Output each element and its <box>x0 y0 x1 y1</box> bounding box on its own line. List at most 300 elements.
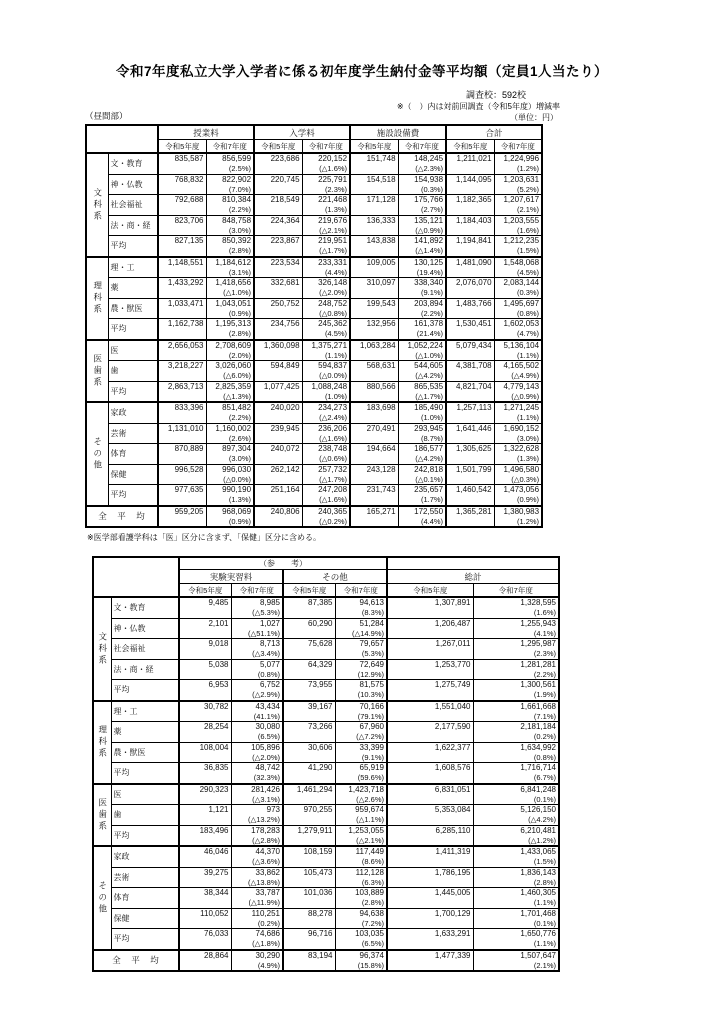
value-cell: 172,550 (4.4%) <box>398 506 446 528</box>
table-row <box>86 236 542 257</box>
table-row <box>93 597 559 618</box>
year-column-header: 令和7年度 <box>473 584 559 598</box>
value-cell: 109,005 <box>350 257 398 278</box>
subcategory-label: 文・教育 <box>111 597 179 618</box>
table-row <box>93 659 559 680</box>
value-cell: 544,605 (△4.2%) <box>398 361 446 382</box>
value-cell: 161,378 (21.4%) <box>398 319 446 340</box>
category-group-label: 理科系 <box>86 257 108 340</box>
value-cell: 810,384 (2.2%) <box>206 195 254 216</box>
value-cell: 4,821,704 <box>446 381 494 402</box>
value-cell: 243,128 <box>350 464 398 485</box>
value-cell: 101,036 <box>283 888 335 909</box>
table-corner-cell <box>86 125 158 153</box>
table-row <box>93 742 559 763</box>
value-cell: 8,713 (△3.4%) <box>231 639 283 660</box>
subcategory-label: 平均 <box>111 929 179 950</box>
table-row <box>93 825 559 846</box>
value-cell: 48,742 (32.3%) <box>231 763 283 784</box>
value-cell: 2,656,053 <box>158 340 206 361</box>
value-cell: 2,863,713 <box>158 381 206 402</box>
value-cell: 224,364 <box>254 215 302 236</box>
value-cell: 183,496 <box>179 825 231 846</box>
value-cell: 240,020 <box>254 402 302 423</box>
value-cell: 240,365 (△0.2%) <box>302 506 350 528</box>
value-cell: 1,328,595 (1.6%) <box>473 597 559 618</box>
value-cell: 105,896 (△2.0%) <box>231 742 283 763</box>
subcategory-label: 芸術 <box>111 867 179 888</box>
value-cell: 223,534 <box>254 257 302 278</box>
value-cell: 225,791 (2.3%) <box>302 174 350 195</box>
column-group-header-lab-fee: 実験実習料 <box>179 570 283 584</box>
value-cell: 1,052,224 (△1.0%) <box>398 340 446 361</box>
value-cell: 110,251 (0.2%) <box>231 908 283 929</box>
value-cell: 1,033,471 <box>158 298 206 319</box>
subcategory-label: 家政 <box>108 402 158 423</box>
category-group-label: 医歯系 <box>93 784 111 847</box>
value-cell: 28,254 <box>179 722 231 743</box>
year-column-header: 令和5年度 <box>446 140 494 154</box>
table-row <box>93 846 559 867</box>
value-cell: 2,076,070 <box>446 278 494 299</box>
value-cell: 194,664 <box>350 444 398 465</box>
table-row <box>93 908 559 929</box>
table-row <box>93 680 559 701</box>
value-cell: 1,182,365 <box>446 195 494 216</box>
value-cell: 43,434 (41.1%) <box>231 701 283 722</box>
year-column-header: 令和5年度 <box>387 584 473 598</box>
value-cell: 33,399 (9.1%) <box>335 742 387 763</box>
year-column-header: 令和7年度 <box>335 584 387 598</box>
value-cell: 238,748 (△0.6%) <box>302 444 350 465</box>
value-cell: 183,698 <box>350 402 398 423</box>
value-cell: 1,690,152 (3.0%) <box>494 423 542 444</box>
value-cell: 848,758 (3.0%) <box>206 215 254 236</box>
grand-average-label: 全 平 均 <box>86 506 158 528</box>
table-row <box>86 298 542 319</box>
value-cell: 108,159 <box>283 846 335 867</box>
value-cell: 1,701,468 (0.1%) <box>473 908 559 929</box>
column-group-header-total: 合計 <box>446 125 542 140</box>
subcategory-label: 薬 <box>108 278 158 299</box>
value-cell: 141,892 (△1.4%) <box>398 236 446 257</box>
value-cell: 2,181,184 (0.2%) <box>473 722 559 743</box>
subcategory-label: 医 <box>111 784 179 805</box>
value-cell: 33,787 (△11.9%) <box>231 888 283 909</box>
value-cell: 897,304 (3.0%) <box>206 444 254 465</box>
column-group-header-tuition: 授業料 <box>158 125 254 140</box>
value-cell: 171,128 <box>350 195 398 216</box>
value-cell: 823,706 <box>158 215 206 236</box>
value-cell: 1,275,749 <box>387 680 473 701</box>
value-cell: 1,433,292 <box>158 278 206 299</box>
header-meta <box>397 90 560 123</box>
value-cell: 1,043,051 (0.9%) <box>206 298 254 319</box>
value-cell: 1,257,113 <box>446 402 494 423</box>
value-cell: 990,190 (1.3%) <box>206 485 254 506</box>
value-cell: 1,460,542 <box>446 485 494 506</box>
table-row <box>93 639 559 660</box>
category-group-label: その他 <box>93 846 111 950</box>
table-row <box>93 763 559 784</box>
value-cell: 6,953 <box>179 680 231 701</box>
value-cell: 239,945 <box>254 423 302 444</box>
value-cell: 3,026,060 (△6.0%) <box>206 361 254 382</box>
value-cell: 117,449 (8.6%) <box>335 846 387 867</box>
value-cell: 870,889 <box>158 444 206 465</box>
daytime-section-label: （昼間部） <box>85 111 128 121</box>
value-cell: 247,208 (△1.6%) <box>302 485 350 506</box>
value-cell: 1,375,271 (1.1%) <box>302 340 350 361</box>
year-column-header: 令和7年度 <box>206 140 254 154</box>
value-cell: 235,657 (1.7%) <box>398 485 446 506</box>
value-cell: 36,835 <box>179 763 231 784</box>
subcategory-label: 法・商・経 <box>111 659 179 680</box>
subcategory-label: 理・工 <box>111 701 179 722</box>
value-cell: 1,212,235 (1.5%) <box>494 236 542 257</box>
value-cell: 103,035 (6.5%) <box>335 929 387 950</box>
subcategory-label: 平均 <box>108 236 158 257</box>
table-row <box>86 319 542 340</box>
value-cell: 1,160,002 (2.6%) <box>206 423 254 444</box>
value-cell: 250,752 <box>254 298 302 319</box>
value-cell: 33,862 (△13.8%) <box>231 867 283 888</box>
value-cell: 231,743 <box>350 485 398 506</box>
value-cell: 39,275 <box>179 867 231 888</box>
year-column-header: 令和5年度 <box>350 140 398 154</box>
document-title: 令和7年度私立大学入学者に係る初年度学生納付金等平均額（定員1人当たり） <box>115 64 608 79</box>
value-cell: 1,184,612 (3.1%) <box>206 257 254 278</box>
value-cell: 130,125 (19.4%) <box>398 257 446 278</box>
value-cell: 1,253,770 <box>387 659 473 680</box>
value-cell: 1,461,294 <box>283 784 335 805</box>
value-cell: 1,501,799 <box>446 464 494 485</box>
value-cell: 262,142 <box>254 464 302 485</box>
category-group-label: 文科系 <box>93 597 111 701</box>
value-cell: 5,038 <box>179 659 231 680</box>
subcategory-label: 平均 <box>108 319 158 340</box>
value-cell: 1,460,305 (1.1%) <box>473 888 559 909</box>
value-cell: 326,148 (△2.0%) <box>302 278 350 299</box>
value-cell: 44,370 (△3.6%) <box>231 846 283 867</box>
value-cell: 110,052 <box>179 908 231 929</box>
value-cell: 1,548,068 (4.5%) <box>494 257 542 278</box>
value-cell: 65,919 (59.6%) <box>335 763 387 784</box>
value-cell: 1,131,010 <box>158 423 206 444</box>
value-cell: 768,832 <box>158 174 206 195</box>
value-cell: 6,831,051 <box>387 784 473 805</box>
value-cell: 850,392 (2.8%) <box>206 236 254 257</box>
subcategory-label: 平均 <box>111 763 179 784</box>
value-cell: 6,285,110 <box>387 825 473 846</box>
table-row <box>93 805 559 826</box>
value-cell: 1,481,090 <box>446 257 494 278</box>
value-cell: 148,245 (△2.3%) <box>398 153 446 174</box>
year-column-header: 令和7年度 <box>302 140 350 154</box>
survey-school-count: 調査校：592校 <box>465 90 526 100</box>
category-group-label: 医歯系 <box>86 340 108 403</box>
value-cell: 959,205 <box>158 506 206 528</box>
value-cell: 186,577 (△4.2%) <box>398 444 446 465</box>
value-cell: 1,295,987 (2.3%) <box>473 639 559 660</box>
value-cell: 2,083,144 (0.3%) <box>494 278 542 299</box>
value-cell: 959,674 (△1.1%) <box>335 805 387 826</box>
reference-header: （参 考） <box>179 557 387 570</box>
value-cell: 1,162,738 <box>158 319 206 340</box>
value-cell: 79,657 (5.3%) <box>335 639 387 660</box>
value-cell: 1,836,143 (2.8%) <box>473 867 559 888</box>
value-cell: 64,329 <box>283 659 335 680</box>
value-cell: 1,622,377 <box>387 742 473 763</box>
value-cell: 6,841,248 (0.1%) <box>473 784 559 805</box>
value-cell: 281,426 (△3.1%) <box>231 784 283 805</box>
value-cell: 223,867 <box>254 236 302 257</box>
value-cell: 234,273 (△2.4%) <box>302 402 350 423</box>
value-cell: 2,708,609 (2.0%) <box>206 340 254 361</box>
value-cell: 1,305,625 <box>446 444 494 465</box>
value-cell: 1,077,425 <box>254 381 302 402</box>
column-group-header-grand-total: 総計 <box>387 570 559 584</box>
value-cell: 154,938 (0.3%) <box>398 174 446 195</box>
value-cell: 1,507,647 (2.1%) <box>473 950 559 972</box>
value-cell: 248,752 (△0.8%) <box>302 298 350 319</box>
value-cell: 827,135 <box>158 236 206 257</box>
value-cell: 136,333 <box>350 215 398 236</box>
subcategory-label: 体育 <box>111 888 179 909</box>
table-row <box>86 174 542 195</box>
value-cell: 290,323 <box>179 784 231 805</box>
value-cell: 1,148,551 <box>158 257 206 278</box>
value-cell: 105,473 <box>283 867 335 888</box>
subcategory-label: 歯 <box>108 361 158 382</box>
value-cell: 1,206,487 <box>387 618 473 639</box>
value-cell: 30,290 (4.9%) <box>231 950 283 972</box>
value-cell: 251,164 <box>254 485 302 506</box>
subcategory-label: 平均 <box>111 680 179 701</box>
value-cell: 1,184,403 <box>446 215 494 236</box>
subcategory-label: 芸術 <box>108 423 158 444</box>
value-cell: 240,806 <box>254 506 302 528</box>
value-cell: 6,210,481 (△1.2%) <box>473 825 559 846</box>
subcategory-label: 平均 <box>108 381 158 402</box>
table-row <box>86 257 542 278</box>
value-cell: 996,528 <box>158 464 206 485</box>
subcategory-label: 神・仏教 <box>111 618 179 639</box>
table-row <box>93 701 559 722</box>
value-cell: 1,786,195 <box>387 867 473 888</box>
rate-note: ※（ ）内は対前回調査（令和5年度）増減率 <box>396 102 560 111</box>
value-cell: 835,587 <box>158 153 206 174</box>
subcategory-label: 平均 <box>111 825 179 846</box>
grand-average-row <box>86 506 542 528</box>
table-footnote: ※医学部看護学科は「医」区分に含まず、「保健」区分に含める。 <box>87 533 322 542</box>
value-cell: 1,360,098 <box>254 340 302 361</box>
subcategory-label: 薬 <box>111 722 179 743</box>
table-row <box>93 722 559 743</box>
subcategory-label: 平均 <box>108 485 158 506</box>
value-cell: 594,837 (△0.0%) <box>302 361 350 382</box>
value-cell: 220,152 (△1.6%) <box>302 153 350 174</box>
first-year-payments-table <box>85 124 543 528</box>
value-cell: 977,635 <box>158 485 206 506</box>
value-cell: 1,551,040 <box>387 701 473 722</box>
subcategory-label: 文・教育 <box>108 153 158 174</box>
value-cell: 1,144,095 <box>446 174 494 195</box>
table-row <box>93 929 559 950</box>
value-cell: 4,779,143 (△0.9%) <box>494 381 542 402</box>
value-cell: 70,166 (79.1%) <box>335 701 387 722</box>
value-cell: 5,136,104 (1.1%) <box>494 340 542 361</box>
value-cell: 1,473,056 (0.9%) <box>494 485 542 506</box>
value-cell: 199,543 <box>350 298 398 319</box>
value-cell: 9,485 <box>179 597 231 618</box>
value-cell: 1,633,291 <box>387 929 473 950</box>
value-cell: 6,752 (△2.9%) <box>231 680 283 701</box>
value-cell: 970,255 <box>283 805 335 826</box>
value-cell: 75,628 <box>283 639 335 660</box>
value-cell: 185,490 (1.0%) <box>398 402 446 423</box>
value-cell: 1,650,776 (1.1%) <box>473 929 559 950</box>
value-cell: 154,518 <box>350 174 398 195</box>
value-cell: 96,716 <box>283 929 335 950</box>
value-cell: 1,483,766 <box>446 298 494 319</box>
column-group-header-entrance: 入学料 <box>254 125 350 140</box>
value-cell: 792,688 <box>158 195 206 216</box>
value-cell: 1,418,656 (△1.0%) <box>206 278 254 299</box>
value-cell: 1,307,891 <box>387 597 473 618</box>
value-cell: 73,266 <box>283 722 335 743</box>
table-row <box>93 784 559 805</box>
value-cell: 1,194,841 <box>446 236 494 257</box>
value-cell: 178,283 (△2.8%) <box>231 825 283 846</box>
value-cell: 1,445,005 <box>387 888 473 909</box>
table-row <box>86 195 542 216</box>
value-cell: 5,079,434 <box>446 340 494 361</box>
value-cell: 223,686 <box>254 153 302 174</box>
year-column-header: 令和5年度 <box>158 140 206 154</box>
year-column-header: 令和5年度 <box>179 584 231 598</box>
value-cell: 74,686 (△1.8%) <box>231 929 283 950</box>
reference-table <box>92 556 560 972</box>
value-cell: 1,255,943 (4.1%) <box>473 618 559 639</box>
value-cell: 41,290 <box>283 763 335 784</box>
value-cell: 2,101 <box>179 618 231 639</box>
table-row <box>86 215 542 236</box>
value-cell: 88,278 <box>283 908 335 929</box>
year-column-header: 令和7年度 <box>398 140 446 154</box>
column-group-header-facility: 施設設備費 <box>350 125 446 140</box>
subcategory-label: 家政 <box>111 846 179 867</box>
value-cell: 973 (△13.2%) <box>231 805 283 826</box>
value-cell: 1,700,129 <box>387 908 473 929</box>
value-cell: 165,271 <box>350 506 398 528</box>
category-group-label: その他 <box>86 402 108 506</box>
value-cell: 1,496,580 (△0.3%) <box>494 464 542 485</box>
year-column-header: 令和5年度 <box>283 584 335 598</box>
value-cell: 1,253,055 (△2.1%) <box>335 825 387 846</box>
unit-note: （単位：円） <box>510 113 558 122</box>
table-row <box>93 618 559 639</box>
value-cell: 270,491 <box>350 423 398 444</box>
value-cell: 1,365,281 <box>446 506 494 528</box>
subcategory-label: 保健 <box>108 464 158 485</box>
value-cell: 151,748 <box>350 153 398 174</box>
category-group-label: 理科系 <box>93 701 111 784</box>
value-cell: 30,782 <box>179 701 231 722</box>
value-cell: 135,121 (△0.9%) <box>398 215 446 236</box>
subcategory-label: 社会福祉 <box>111 639 179 660</box>
value-cell: 242,818 (△0.1%) <box>398 464 446 485</box>
value-cell: 856,599 (2.5%) <box>206 153 254 174</box>
value-cell: 94,638 (7.2%) <box>335 908 387 929</box>
value-cell: 1,271,245 (1.1%) <box>494 402 542 423</box>
value-cell: 822,902 (7.0%) <box>206 174 254 195</box>
value-cell: 112,128 (6.3%) <box>335 867 387 888</box>
grand-average-label: 全 平 均 <box>93 950 179 972</box>
value-cell: 1,203,555 (1.6%) <box>494 215 542 236</box>
value-cell: 1,608,576 <box>387 763 473 784</box>
value-cell: 1,530,451 <box>446 319 494 340</box>
value-cell: 310,097 <box>350 278 398 299</box>
value-cell: 1,063,284 <box>350 340 398 361</box>
value-cell: 5,126,150 (△4.2%) <box>473 805 559 826</box>
value-cell: 219,676 (△2.1%) <box>302 215 350 236</box>
value-cell: 851,482 (2.2%) <box>206 402 254 423</box>
value-cell: 221,468 (1.3%) <box>302 195 350 216</box>
value-cell: 1,634,992 (0.8%) <box>473 742 559 763</box>
table-row <box>86 485 542 506</box>
value-cell: 240,072 <box>254 444 302 465</box>
table-row <box>86 444 542 465</box>
value-cell: 568,631 <box>350 361 398 382</box>
value-cell: 245,362 (4.5%) <box>302 319 350 340</box>
value-cell: 76,033 <box>179 929 231 950</box>
value-cell: 1,641,446 <box>446 423 494 444</box>
year-column-header: 令和7年度 <box>231 584 283 598</box>
table-row <box>86 361 542 382</box>
value-cell: 83,194 <box>283 950 335 972</box>
value-cell: 2,177,590 <box>387 722 473 743</box>
value-cell: 1,477,339 <box>387 950 473 972</box>
value-cell: 73,955 <box>283 680 335 701</box>
value-cell: 103,889 (2.8%) <box>335 888 387 909</box>
subcategory-label: 体育 <box>108 444 158 465</box>
value-cell: 1,433,065 (1.5%) <box>473 846 559 867</box>
subcategory-label: 農・獣医 <box>111 742 179 763</box>
value-cell: 67,960 (△7.2%) <box>335 722 387 743</box>
subcategory-label: 理・工 <box>108 257 158 278</box>
value-cell: 1,279,911 <box>283 825 335 846</box>
subcategory-label: 法・商・経 <box>108 215 158 236</box>
value-cell: 1,224,996 (1.2%) <box>494 153 542 174</box>
value-cell: 1,716,714 (6.7%) <box>473 763 559 784</box>
value-cell: 8,985 (△5.3%) <box>231 597 283 618</box>
value-cell: 1,267,011 <box>387 639 473 660</box>
tables-column <box>85 124 585 972</box>
value-cell: 1,661,668 (7.1%) <box>473 701 559 722</box>
subcategory-label: 神・仏教 <box>108 174 158 195</box>
value-cell: 1,088,248 (1.0%) <box>302 381 350 402</box>
value-cell: 332,681 <box>254 278 302 299</box>
column-group-header-other: その他 <box>283 570 387 584</box>
table-row <box>86 464 542 485</box>
value-cell: 38,344 <box>179 888 231 909</box>
value-cell: 203,894 (2.2%) <box>398 298 446 319</box>
value-cell: 338,340 (9.1%) <box>398 278 446 299</box>
value-cell: 3,218,227 <box>158 361 206 382</box>
value-cell: 30,606 <box>283 742 335 763</box>
value-cell: 1,281,281 (2.2%) <box>473 659 559 680</box>
